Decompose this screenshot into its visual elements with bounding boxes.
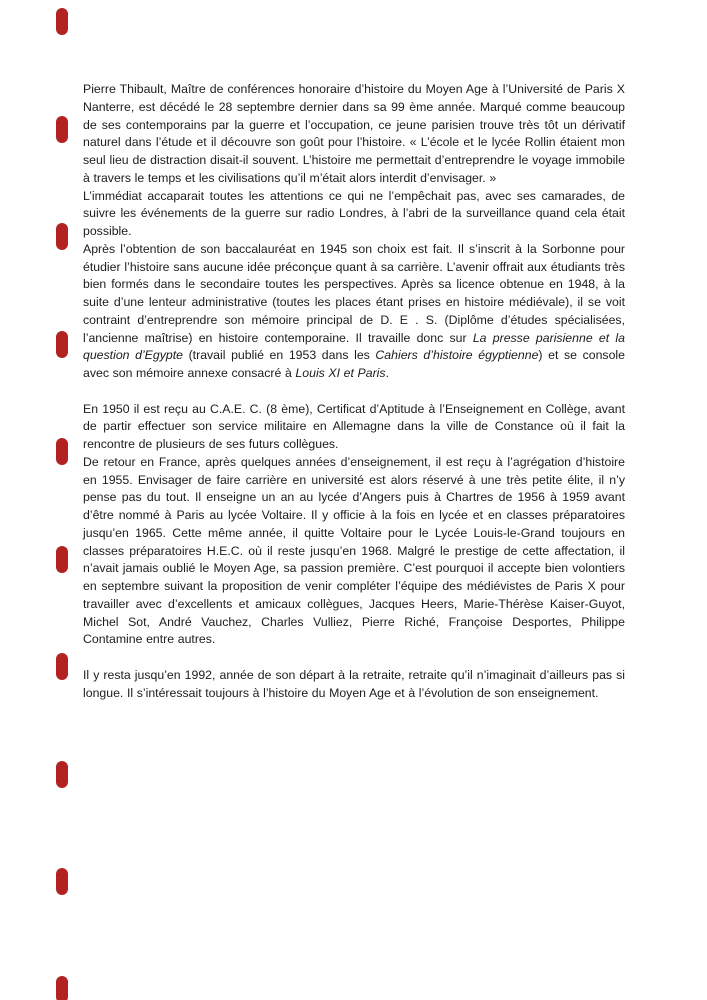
red-margin-dash	[56, 761, 68, 788]
red-margin-dash	[56, 546, 68, 573]
red-margin-dash	[56, 438, 68, 465]
paragraph-p4	[83, 401, 625, 454]
red-margin-dash	[56, 116, 68, 143]
text-run: En 1950 il est reçu au C.A.E. C. (8 ème), Certificat d’Aptitude à l’Enseignement en Collège, avant de partir effectuer son service militaire en Allemagne dans la ville de Constance où il fait la rencontre de plusieurs de ses futurs collègues.	[83, 401, 625, 451]
text-run: De retour en France, après quelques années d’enseignement, il est reçu à l’agrégation d’histoire en 1955. Envisager de faire carrière en université est alors réservé à une très petite élite, il n’y pense pas du tout. Il enseigne un an au lycée d’Angers puis à Chartres de 1956 à 1959 avant d’être nommé à Paris au lycée Voltaire. Il y officie à la fois en lycée et en classes préparatoires jusqu’en 1965. Cette même année, il quitte Voltaire pour le Lycée Louis-le-Grand toujours en classes préparatoires H.E.C. où il reste jusqu’en 1968. Malgré le prestige de cette affectation, il n’avait jamais oublié le Moyen Age, sa passion première. C’est pourquoi il accepte bien volontiers en septembre suivant la proposition de venir compléter l’équipe des médiévistes de Paris X pour travailler avec d’excellents et amicaux collègues, Jacques Heers, Marie-Thérèse Kaiser-Guyot, Michel Sot, André Vauchez, Charles Vulliez, Pierre Riché, Françoise Desportes, Philippe Contamine entre autres.	[83, 454, 625, 647]
red-margin-dash	[56, 868, 68, 895]
text-run: ) et se console avec son mémoire annexe consacré à	[83, 348, 625, 380]
text-run: Cahiers d’histoire égyptienne	[375, 348, 539, 363]
text-run: Louis XI et Paris	[295, 366, 386, 380]
text-run: La presse parisienne et la question d’Egypte	[83, 330, 625, 363]
paragraph-p6	[83, 667, 625, 703]
red-margin-dash	[56, 976, 68, 1000]
text-run: (travail publié en 1953 dans les	[182, 348, 376, 363]
text-run: L’immédiat accaparait toutes les attentions ce qui ne l’empêchait pas, avec ses camarades, de suivre les événements de la guerre sur radio Londres, à l’abri de la surveillance quand cela était possible.	[83, 188, 625, 238]
red-margin-dash	[56, 331, 68, 358]
paragraph-p2	[83, 188, 625, 241]
paragraph-p3	[83, 241, 625, 383]
document-body	[83, 81, 625, 702]
paragraph-p5	[83, 454, 625, 649]
text-run: Il y resta jusqu’en 1992, année de son départ à la retraite, retraite qu’il n’imaginait d’ailleurs pas si longue. Il s’intéressait toujours à l’histoire du Moyen Age et à l’évolution de son enseignement.	[83, 667, 625, 700]
red-margin-dash	[56, 223, 68, 250]
text-run: Pierre Thibault, Maître de conférences honoraire d’histoire du Moyen Age à l’Université de Paris X Nanterre, est décédé le 28 septembre dernier dans sa 99 ème année. Marqué comme beaucoup de ses contemporains par la guerre et l’occupation, ce jeune parisien trouve très tôt un dérivatif naturel dans l’étude et il découvre son goût pour l’histoire. « L’école et le lycée Rollin étaient mon seul lieu de distraction disait-il souvent. L’histoire me permettait d’entreprendre le voyage immobile à travers le temps et les civilisations qu’il m’était alors interdit d’envisager. »	[83, 82, 625, 185]
red-margin-dash	[56, 8, 68, 35]
paragraph-p1	[83, 81, 625, 188]
red-margin-dash	[56, 653, 68, 680]
text-run: Après l’obtention de son baccalauréat en 1945 son choix est fait. Il s’inscrit à la Sorbonne pour étudier l’histoire sans aucune idée préconçue quant à sa carrière. L’avenir offrait aux étudiants très bien formés dans le secondaire toutes les perspectives. Après sa licence obtenue en 1948, à la suite d’une lenteur administrative (toutes les places étant prises en histoire médiévale), il se voit contraint d’entreprendre son mémoire principal de D. E . S. (Diplôme d’études spécialisées, l’ancienne maîtrise) en histoire contemporaine. Il travaille donc sur	[83, 241, 625, 345]
text-run: .	[385, 366, 389, 380]
